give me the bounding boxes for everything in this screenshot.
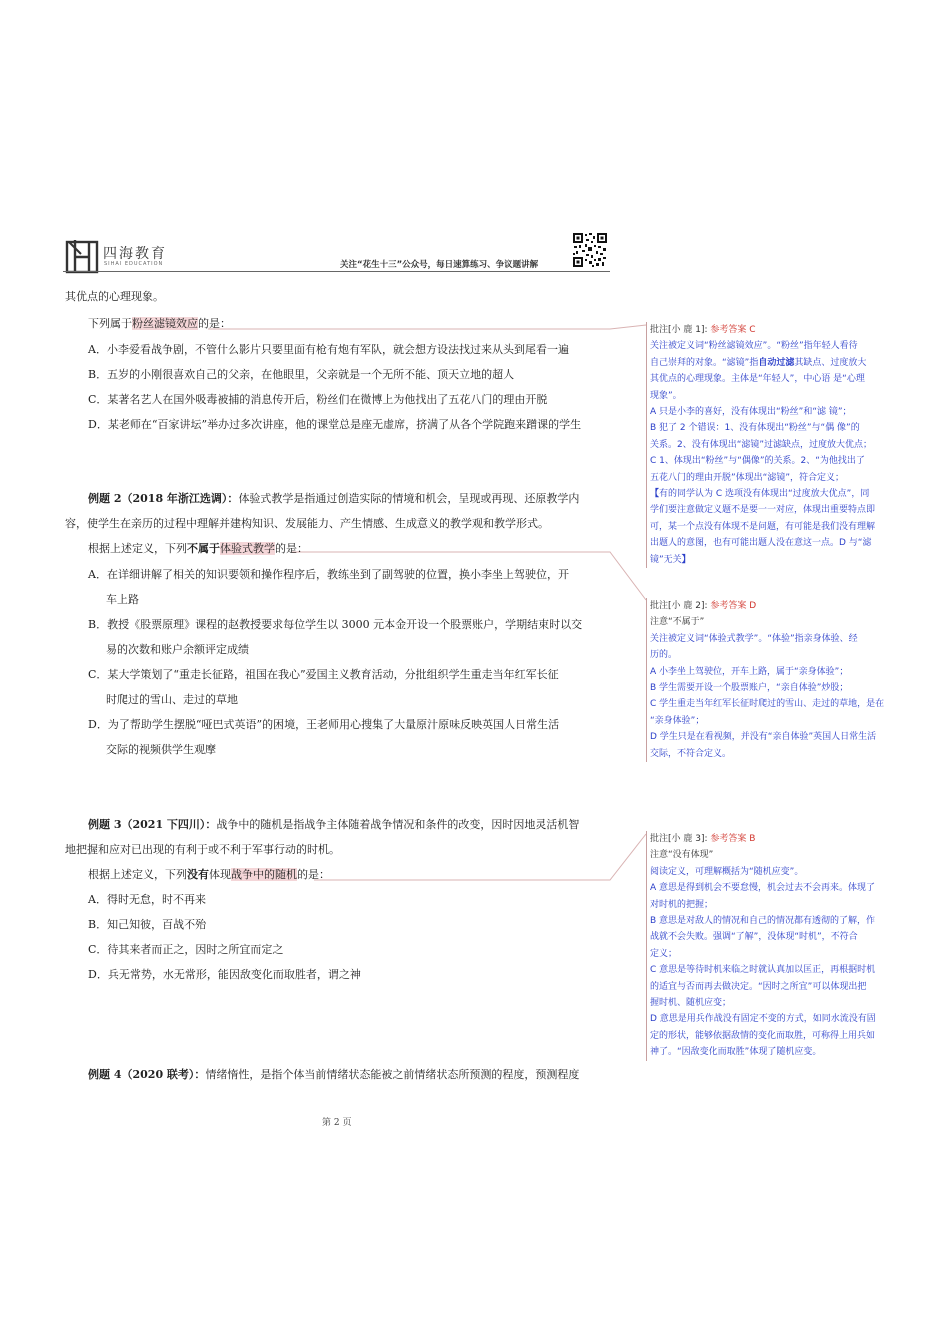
q2-prompt	[88, 541, 308, 557]
comment-text: 注意“没有体现”	[650, 850, 714, 861]
comment-text: 现象”。	[650, 390, 682, 401]
comment-text: 定义；	[650, 948, 678, 959]
q2-option-b: B．教授《股票原理》课程的赵教授要求每位学生以 3000 元本金开设一个股票账户，学期结束时以交	[88, 618, 583, 631]
comment-text: 对时机的把握；	[650, 899, 714, 910]
comment-text: C 1、体现出“粉丝”与“偶像”的关系。2、“为他找出了	[650, 456, 865, 467]
q2-title: 例题 2（2018 年浙江选调）：	[88, 492, 239, 505]
q4-def-text-1: 情绪惰性，是指个体当前情绪状态能被之前情绪状态所预测的程度，预测程度	[205, 1068, 580, 1081]
comment-text: B 学生需要开设一个股票账户，“亲自体验”炒股；	[650, 683, 849, 694]
brand-subtitle: SIHAI EDUCATION	[104, 261, 164, 267]
q1-option-b: B．五岁的小刚很喜欢自己的父亲，在他眼里，父亲就是一个无所不能、顶天立地的超人	[88, 368, 515, 381]
comment-line	[650, 502, 912, 518]
comment-2[interactable]	[646, 598, 912, 762]
header-promo-text: 关注“花生十三”公众号，每日速算练习、争议题讲解	[340, 260, 539, 270]
qr-code-icon	[572, 232, 608, 268]
comment-text: 阅读定义，可理解概括为“随机应变”。	[650, 866, 804, 877]
q3-option-b: B．知己知彼，百战不殆	[88, 918, 207, 931]
comment-text: 战就不会失败。强调“了解”，没体现“时机”，不符合	[650, 932, 858, 943]
q2-option-b-cont: 易的次数和账户余额评定成绩	[106, 643, 249, 656]
comment-text: 】	[681, 554, 691, 565]
comment-header	[650, 598, 912, 614]
comment-line	[650, 680, 912, 696]
comment-header	[650, 322, 912, 338]
comment-line	[650, 913, 912, 929]
intro-tail-text: 其优点的心理现象。	[65, 290, 164, 303]
q3-def-text-1: 战争中的随机是指战争主体随着战争情况和条件的改变，因时因地灵活机智	[216, 818, 580, 831]
comment-line	[650, 962, 912, 978]
comment-3[interactable]	[646, 831, 912, 1061]
comment-line	[650, 552, 912, 568]
comment-line	[650, 437, 912, 453]
brand-logo	[65, 238, 101, 274]
comment-line	[650, 535, 912, 551]
q3-definition-line-1	[88, 817, 579, 833]
comment-text: 关注被定义词“粉丝滤镜效应”。“粉丝”指年轻人看待	[650, 341, 858, 352]
comment-line	[650, 519, 912, 535]
comment-text: 关注被定义词“体验式教学”。“体验”指亲身体验、经	[650, 633, 858, 644]
q2-definition-line-1	[88, 491, 579, 507]
q2-prompt-keyword: 不属于	[187, 542, 220, 555]
comment-text: D 意思是用兵作战没有固定不变的方式，如同水流没有固	[650, 1014, 876, 1025]
comment-text: 神了。“因敌变化而取胜”体现了随机应变。	[650, 1047, 822, 1058]
q2-prompt-suffix: 的是：	[275, 542, 308, 555]
comment-line	[650, 897, 912, 913]
comment-line	[650, 864, 912, 880]
comment-text: A 小李坐上驾驶位，开车上路，属于“亲身体验”；	[650, 666, 849, 677]
comment-line	[650, 847, 912, 863]
q3-option-a: A．得时无怠，时不再来	[88, 893, 206, 906]
comment-line	[650, 664, 912, 680]
brand-name: 四海教育	[103, 246, 167, 262]
comment-line	[650, 1044, 912, 1060]
comment-text: 自动过滤	[758, 357, 795, 368]
q3-prompt-mid: 体现	[209, 868, 231, 881]
header-divider	[63, 271, 610, 272]
comment-line	[650, 979, 912, 995]
comment-text: 有的同学认为 C 选项没有体现出“过度放大优点”，同	[659, 489, 870, 500]
comment-text: 历的。	[650, 650, 678, 661]
comment-text: A 意思是得到机会不要怠慢，机会过去不会再来。体现了	[650, 883, 876, 894]
comment-text: B 犯了 2 个错误：1、没有体现出“粉丝”与“偶 像”的	[650, 423, 860, 434]
comment-author-label: 批注[小 鹿 2]:	[650, 601, 711, 611]
comment-text: 五花八门的理由开脱”体现出“滤镜”，符合定义；	[650, 472, 844, 483]
comment-text: B 意思是对敌人的情况和自己的情况都有透彻的了解，作	[650, 916, 876, 927]
comment-header	[650, 831, 912, 847]
comment-text: 学们要注意做定义题不是要一一对应，体现出重要特点即	[650, 505, 876, 516]
q2-option-a: A．在详细讲解了相关的知识要领和操作程序后，教练坐到了副驾驶的位置，换小李坐上驾驶位，开	[88, 568, 569, 581]
comment-line	[650, 746, 912, 762]
comment-line	[650, 388, 912, 404]
comment-text: 的适宜与否而再去做决定。“因时之所宜”可以体现出把	[650, 981, 867, 992]
q2-prompt-prefix: 根据上述定义，下列	[88, 542, 187, 555]
q3-highlighted-term: 战争中的随机	[231, 868, 297, 881]
q3-prompt-prefix: 根据上述定义，下列	[88, 868, 187, 881]
comment-text: 自己崇拜的对象。“滤镜”指	[650, 357, 759, 368]
comment-line	[650, 338, 912, 354]
comment-line	[650, 614, 912, 630]
q1-highlighted-term: 粉丝滤镜效应	[132, 317, 198, 330]
comment-line	[650, 995, 912, 1011]
comment-text: D 学生只是在看视频，并没有“亲自体验”英国人日常生活	[650, 732, 877, 743]
comment-line	[650, 880, 912, 896]
comment-text: 可，某一个点没有体现不是问题，有可能是我们没有理解	[650, 521, 876, 532]
comment-text: 交际，不符合定义。	[650, 748, 732, 759]
comment-author-label: 批注[小 鹿 3]:	[650, 834, 711, 844]
comment-line	[650, 647, 912, 663]
comment-answer: 参考答案 C	[710, 325, 756, 335]
comment-answer: 参考答案 B	[710, 834, 756, 844]
q1-prompt	[88, 316, 231, 332]
comment-line	[650, 713, 912, 729]
q3-definition-line-2: 地把握和应对已出现的有利于或不利于军事行动的时机。	[65, 843, 340, 856]
comment-text: A 只是小李的喜好，没有体现出“粉丝”和“滤 镜”；	[650, 407, 852, 418]
q3-prompt	[88, 867, 330, 883]
comment-text: 注意“不属于”	[650, 617, 705, 628]
comment-text: 其优点的心理现象。主体是“年轻人”，中心语 是“心理	[650, 374, 865, 385]
comment-text: 出题人的意图，也有可能出题人没在意这一点。D 与“滤	[650, 538, 872, 549]
comment-line	[650, 470, 912, 486]
comment-line	[650, 371, 912, 387]
comment-line	[650, 355, 912, 371]
q1-prompt-suffix: 的是：	[198, 317, 231, 330]
comment-line	[650, 486, 912, 502]
q4-definition-line-1	[88, 1067, 579, 1083]
comment-line	[650, 404, 912, 420]
q3-option-d: D．兵无常势，水无常形，能因敌变化而取胜者，谓之神	[88, 968, 361, 981]
comment-line	[650, 1028, 912, 1044]
q3-title: 例题 3（2021 下四川）：	[88, 818, 217, 831]
comment-line	[650, 631, 912, 647]
comment-line	[650, 420, 912, 436]
comment-1[interactable]	[646, 322, 912, 568]
comment-line	[650, 729, 912, 745]
comment-line	[650, 696, 912, 712]
comment-text: 镜”无关	[650, 554, 682, 565]
comment-text: 其缺点、过度放大	[794, 357, 867, 368]
comment-text: 关系。2、没有体现出“滤镜”过滤缺点，过度放大优点；	[650, 439, 873, 450]
comment-author-label: 批注[小 鹿 1]:	[650, 325, 711, 335]
q2-definition-line-2: 容，使学生在亲历的过程中理解并建构知识、发展能力、产生情感、生成意义的教学观和教学形式。	[65, 517, 549, 530]
comment-text: 握时机、随机应变；	[650, 998, 732, 1009]
comment-line	[650, 946, 912, 962]
q1-option-d: D．某老师在“百家讲坛”举办过多次讲座，他的课堂总是座无虚席，挤满了从各个学院跑来蹭课的学生	[88, 418, 582, 431]
q1-option-c: C．某著名艺人在国外吸毒被捕的消息传开后，粉丝们在微博上为他找出了五花八门的理由开脱	[88, 393, 548, 406]
comment-text: C 学生重走当年红军长征时爬过的雪山、走过的草地，是在	[650, 699, 885, 710]
q2-option-c-cont: 时爬过的雪山、走过的草地	[106, 693, 238, 706]
comment-line	[650, 929, 912, 945]
q2-highlighted-term: 体验式教学	[220, 542, 275, 555]
page-number: 第 2 页	[322, 1118, 352, 1128]
comment-text: “亲身体验”；	[650, 715, 705, 726]
q2-option-a-cont: 车上路	[106, 593, 139, 606]
q1-option-a: A．小李爱看战争剧，不管什么影片只要里面有枪有炮有军队，就会想方设法找过来从头到尾看一遍	[88, 343, 569, 356]
q3-prompt-suffix: 的是：	[297, 868, 330, 881]
comment-text: C 意思是等待时机来临之时就认真加以匡正，再根据时机	[650, 965, 876, 976]
q2-def-text-1: 体验式教学是指通过创造实际的情境和机会，呈现或再现、还原教学内	[238, 492, 580, 505]
q1-prompt-prefix: 下列属于	[88, 317, 132, 330]
q4-title: 例题 4（2020 联考）：	[88, 1068, 206, 1081]
q3-prompt-keyword: 没有	[187, 868, 209, 881]
q2-option-d-cont: 交际的视频供学生观摩	[106, 743, 216, 756]
comment-line	[650, 1011, 912, 1027]
q3-option-c: C．待其来者而正之，因时之所宜而定之	[88, 943, 284, 956]
q2-option-c: C．某大学策划了“重走长征路，祖国在我心”爱国主义教育活动，分批组织学生重走当年红军长征	[88, 668, 559, 681]
comment-answer: 参考答案 D	[710, 601, 757, 611]
q2-option-d: D．为了帮助学生摆脱“哑巴式英语”的困境，王老师用心搜集了大量原汁原味反映英国人日常生活	[88, 718, 560, 731]
comment-text: 定的形状，能够依据敌情的变化而取胜，可称得上用兵如	[650, 1030, 876, 1041]
comment-text: 【	[650, 489, 660, 500]
comment-line	[650, 453, 912, 469]
